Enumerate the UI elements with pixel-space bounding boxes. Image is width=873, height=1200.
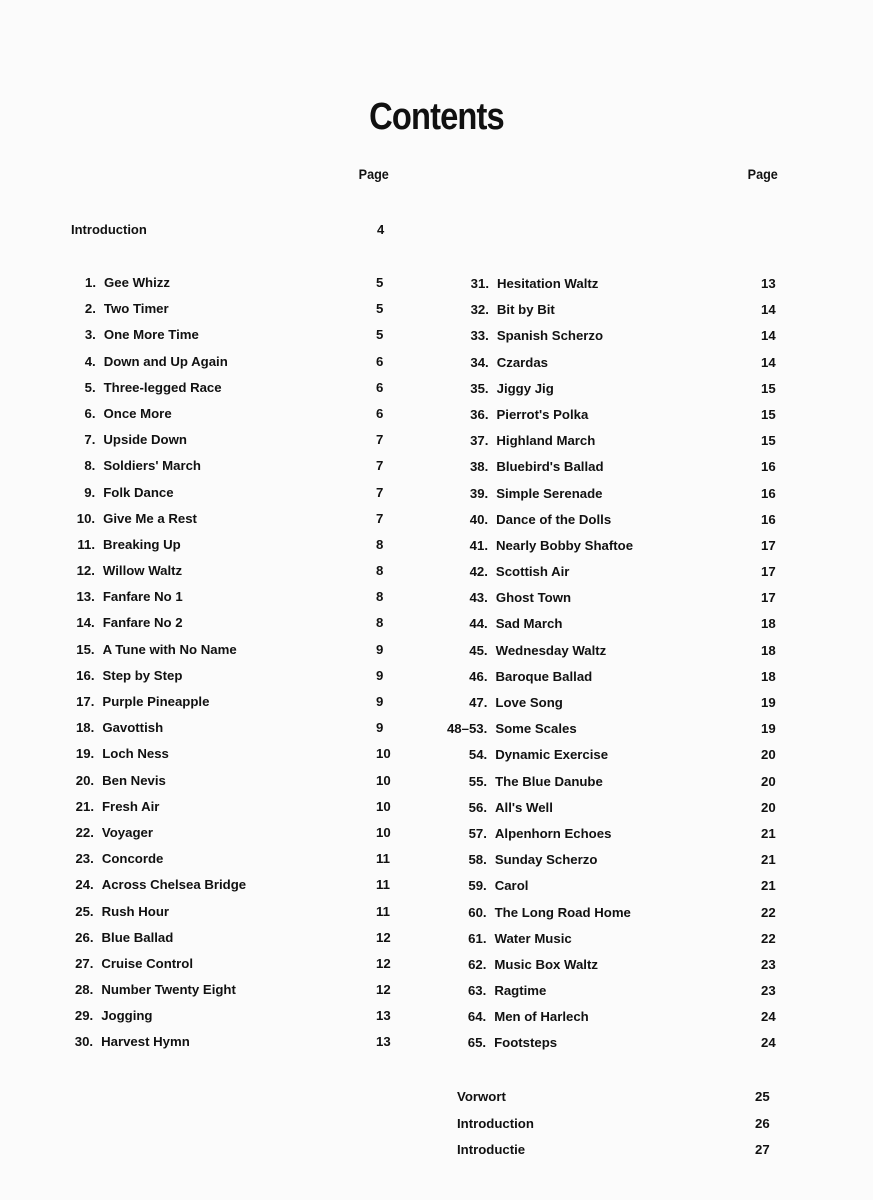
- entry-number: 38.: [469, 459, 489, 475]
- entry-number: 18.: [75, 720, 95, 736]
- entry-page: 11: [376, 903, 390, 919]
- toc-entry: [84, 432, 393, 458]
- entry-number: 45.: [469, 642, 488, 658]
- toc-entry: [76, 563, 393, 589]
- entry-title: Baroque Ballad: [495, 668, 593, 684]
- entry-number: 37.: [470, 433, 489, 449]
- entry-title: Across Chelsea Bridge: [101, 877, 247, 893]
- entry-title: Once More: [103, 405, 172, 421]
- toc-entry: [468, 825, 785, 852]
- toc-entry: [468, 852, 785, 878]
- entry-title: Some Scales: [495, 721, 577, 737]
- toc-entry: [76, 589, 393, 615]
- toc-entry: [468, 930, 785, 957]
- toc-entry: [468, 773, 785, 800]
- entry-page: 16: [761, 485, 776, 501]
- entry-page: 5: [376, 327, 384, 343]
- page-column-header-right: Page: [747, 166, 778, 182]
- entry-title: The Long Road Home: [494, 904, 631, 920]
- entry-title: Simple Serenade: [496, 485, 603, 501]
- entry-page: 7: [376, 458, 384, 474]
- entry-number: 3.: [84, 327, 96, 343]
- entry-title: Upside Down: [103, 432, 187, 448]
- entry-title: Cruise Control: [101, 955, 193, 971]
- entry-title: Water Music: [494, 930, 572, 946]
- entry-title: Men of Harlech: [494, 1009, 589, 1025]
- entry-page: 7: [376, 510, 384, 526]
- entry-page: 21: [761, 878, 776, 894]
- entry-number: 44.: [469, 616, 488, 632]
- toc-entry: [84, 301, 394, 327]
- entry-number: 26.: [75, 929, 94, 945]
- toc-entry: [75, 877, 392, 903]
- entry-number: 62.: [468, 956, 487, 972]
- entry-number: 4.: [84, 353, 96, 369]
- entry-number: 61.: [468, 930, 487, 946]
- toc-entry: [76, 694, 392, 720]
- entry-number: 56.: [468, 799, 487, 815]
- entry-title: Fresh Air: [102, 798, 160, 814]
- entry-page: 18: [761, 616, 776, 632]
- entry-title: Highland March: [496, 433, 596, 449]
- entry-page: 6: [376, 353, 384, 369]
- entry-page: 8: [376, 563, 384, 579]
- entry-number: 35.: [470, 380, 489, 396]
- entry-number: 48–53.: [446, 721, 488, 737]
- entry-number: 21.: [75, 798, 94, 814]
- entry-page: 8: [376, 589, 384, 605]
- entry-number: 5.: [84, 379, 96, 395]
- entry-number: 60.: [468, 904, 487, 920]
- entry-number: 59.: [468, 878, 487, 894]
- entry-page: 17: [761, 590, 776, 606]
- entry-number: 30.: [74, 1034, 94, 1050]
- entry-number: 58.: [468, 852, 487, 868]
- entry-title: Loch Ness: [102, 746, 169, 762]
- entry-title: Wednesday Waltz: [495, 642, 607, 658]
- entry-title: Fanfare No 1: [102, 589, 183, 605]
- entry-number: 9.: [84, 484, 96, 500]
- entry-page: 21: [761, 852, 776, 868]
- entry-number: 6.: [84, 405, 96, 421]
- toc-entry: [468, 799, 785, 826]
- entry-title: The Blue Danube: [495, 773, 603, 789]
- entry-page: 18: [761, 668, 776, 684]
- entry-title: Vorwort: [457, 1089, 506, 1104]
- entry-title: Czardas: [496, 354, 549, 370]
- toc-entry: [469, 668, 786, 695]
- intro-label: Introduction: [71, 222, 147, 237]
- entry-title: One More Time: [103, 327, 199, 343]
- entry-title: Ghost Town: [495, 590, 572, 606]
- entry-page: 12: [376, 929, 391, 945]
- entry-number: 64.: [467, 1009, 487, 1025]
- entry-number: 24.: [75, 877, 94, 893]
- entry-title: Rush Hour: [101, 903, 170, 919]
- entry-title: Gee Whizz: [104, 275, 170, 290]
- entry-number: 27.: [75, 955, 94, 971]
- entry-title: Ben Nevis: [102, 772, 166, 788]
- toc-entry: [470, 354, 787, 381]
- entry-page: 18: [761, 642, 776, 658]
- entry-title: Voyager: [101, 824, 153, 840]
- entry-page: 15: [761, 433, 776, 449]
- entry-title: Dynamic Exercise: [495, 747, 609, 763]
- entry-page: 20: [761, 747, 776, 763]
- entry-number: 40.: [469, 511, 489, 527]
- toc-entry: [75, 955, 391, 982]
- entry-title: Sad March: [495, 616, 563, 632]
- entry-number: 63.: [467, 983, 487, 999]
- entry-number: 36.: [470, 406, 489, 422]
- entry-title: Number Twenty Eight: [101, 982, 236, 998]
- entry-page: 15: [761, 406, 776, 422]
- entry-title: Bit by Bit: [496, 302, 555, 318]
- toc-entry: [469, 485, 786, 512]
- entry-number: 33.: [470, 328, 489, 344]
- toc-entry: [74, 982, 391, 1008]
- entry-title: Footsteps: [494, 1035, 558, 1051]
- entry-page: 19: [761, 721, 776, 737]
- entry-page: 16: [761, 459, 776, 475]
- entry-number: 41.: [469, 537, 488, 553]
- toc-entry: [77, 536, 393, 563]
- entry-number: 57.: [468, 825, 487, 841]
- entry-number: 39.: [469, 485, 489, 501]
- entry-title: Down and Up Again: [103, 353, 228, 369]
- toc-entry: [467, 1009, 784, 1035]
- entry-number: 1.: [85, 275, 96, 290]
- toc-entry: [468, 747, 785, 773]
- entry-page: 7: [376, 432, 384, 448]
- toc-entry: [75, 903, 392, 930]
- toc-entry: [470, 433, 786, 459]
- entry-number: 47.: [469, 695, 488, 710]
- extra-entry: [457, 1116, 777, 1143]
- toc-entry: [84, 458, 393, 484]
- entry-page: 9: [376, 667, 384, 683]
- toc-entry: [469, 695, 785, 721]
- entry-page: 9: [376, 641, 384, 657]
- entry-title: Gavottish: [102, 720, 164, 736]
- entry-title: Introduction: [457, 1115, 534, 1131]
- entry-number: 12.: [76, 563, 95, 579]
- entry-number: 22.: [75, 824, 94, 840]
- entry-number: 42.: [469, 564, 488, 580]
- entry-title: Give Me a Rest: [103, 510, 197, 526]
- entry-number: 8.: [84, 458, 96, 474]
- entry-number: 32.: [470, 302, 489, 318]
- entry-page: 14: [761, 328, 776, 344]
- toc-entry: [75, 772, 392, 799]
- toc-entry: [76, 667, 393, 694]
- toc-entry: [469, 642, 786, 669]
- entry-title: Two Timer: [103, 301, 169, 317]
- entry-page: 12: [376, 955, 391, 971]
- entry-page: 22: [761, 904, 776, 920]
- toc-entry: [467, 1035, 784, 1061]
- entry-page: 6: [376, 405, 384, 421]
- intro-page: 4: [377, 222, 385, 237]
- entry-title: Harvest Hymn: [101, 1034, 190, 1050]
- entry-page: 23: [761, 983, 776, 999]
- entry-page: 13: [376, 1034, 391, 1050]
- toc-entry: [469, 537, 786, 564]
- entry-page: 11: [376, 877, 390, 893]
- entry-number: 34.: [470, 354, 489, 370]
- entry-title: Willow Waltz: [102, 563, 183, 579]
- entry-title: Ragtime: [494, 983, 547, 999]
- entry-page: 14: [761, 302, 776, 318]
- entry-title: Sunday Scherzo: [494, 852, 598, 868]
- entry-page: 27: [755, 1142, 770, 1157]
- extra-entry: [457, 1089, 777, 1116]
- extras-list: [457, 1089, 777, 1169]
- entry-page: 17: [761, 537, 776, 553]
- entry-title: Soldiers' March: [103, 458, 201, 474]
- toc-entry: [75, 720, 392, 746]
- toc-entry: [470, 328, 787, 354]
- entry-title: Alpenhorn Echoes: [494, 825, 612, 841]
- entry-title: Nearly Bobby Shaftoe: [496, 537, 634, 553]
- entry-page: 12: [376, 982, 391, 998]
- entry-page: 16: [761, 511, 776, 527]
- entry-title: Blue Ballad: [101, 929, 174, 945]
- entry-page: 20: [761, 773, 776, 789]
- toc-entry: [468, 956, 784, 983]
- entry-page: 22: [761, 930, 776, 946]
- entry-number: 14.: [76, 615, 95, 631]
- toc-entry: [75, 746, 392, 772]
- extra-entry: [457, 1142, 777, 1169]
- toc-entry: [75, 824, 392, 851]
- entry-page: 23: [761, 956, 776, 972]
- toc-entry: [84, 353, 394, 380]
- toc-entry: [75, 798, 392, 825]
- entry-page: 15: [761, 380, 776, 396]
- entry-number: 43.: [469, 590, 488, 606]
- entry-title: Purple Pineapple: [102, 694, 210, 709]
- toc-entry: [85, 275, 394, 301]
- entry-title: Jiggy Jig: [496, 380, 554, 396]
- entry-page: 14: [761, 354, 776, 370]
- entry-page: 8: [376, 615, 384, 631]
- entry-title: All's Well: [495, 799, 553, 815]
- toc-entry: [469, 459, 786, 485]
- entry-number: 15.: [76, 641, 95, 657]
- toc-entry: [467, 983, 784, 1009]
- entry-page: 21: [761, 825, 776, 841]
- entry-title: Concorde: [101, 851, 164, 867]
- entry-page: 13: [376, 1008, 391, 1024]
- toc-entry: [469, 511, 786, 538]
- toc-entry: [76, 641, 393, 668]
- page-title: Contents: [369, 96, 504, 138]
- entry-number: 7.: [84, 432, 96, 448]
- entry-page: 20: [761, 799, 776, 815]
- toc-entry: [468, 878, 785, 904]
- entry-page: 24: [761, 1035, 776, 1051]
- entry-page: 17: [761, 564, 776, 580]
- toc-entry: [470, 380, 787, 407]
- toc-entry: [470, 276, 787, 302]
- toc-entry: [84, 484, 393, 511]
- entry-title: Music Box Waltz: [494, 956, 598, 972]
- toc-entry: [84, 327, 394, 353]
- toc-entry: [469, 616, 786, 642]
- entry-number: 65.: [467, 1035, 487, 1051]
- left-contents-column: [74, 275, 394, 1061]
- toc-entry: [75, 851, 392, 877]
- entry-title: Hesitation Waltz: [497, 276, 599, 291]
- entry-title: Breaking Up: [103, 536, 181, 552]
- entry-number: 55.: [468, 773, 488, 789]
- entry-number: 16.: [76, 667, 95, 683]
- entry-number: 29.: [74, 1008, 94, 1024]
- entry-page: 11: [376, 851, 390, 867]
- toc-entry: [84, 379, 394, 406]
- toc-entry: [74, 1034, 391, 1060]
- entry-page: 10: [376, 772, 391, 788]
- entry-page: 9: [376, 694, 384, 709]
- entry-page: 5: [376, 301, 384, 317]
- entry-title: Scottish Air: [495, 564, 570, 580]
- entry-title: Bluebird's Ballad: [496, 459, 604, 475]
- page-column-header-left: Page: [358, 166, 389, 182]
- entry-title: Three-legged Race: [103, 379, 222, 395]
- entry-title: Folk Dance: [103, 484, 174, 500]
- toc-entry: [84, 405, 394, 432]
- entry-number: 54.: [468, 747, 488, 763]
- entry-page: 24: [761, 1009, 776, 1025]
- toc-entry: [75, 929, 392, 956]
- entry-number: 11.: [77, 536, 95, 552]
- entry-page: 25: [755, 1089, 770, 1104]
- toc-entry: [76, 615, 393, 641]
- toc-entry: [468, 904, 785, 931]
- toc-entry: [470, 302, 787, 328]
- entry-number: 19.: [75, 746, 95, 762]
- entry-number: 31.: [470, 276, 489, 291]
- entry-page: 10: [376, 824, 391, 840]
- entry-number: 2.: [84, 301, 96, 317]
- entry-page: 6: [376, 379, 384, 395]
- entry-page: 7: [376, 484, 384, 500]
- entry-title: Step by Step: [102, 667, 183, 683]
- entry-title: Fanfare No 2: [102, 615, 183, 631]
- entry-title: Love Song: [495, 695, 563, 710]
- entry-page: 10: [376, 746, 391, 762]
- toc-entry: [470, 406, 787, 433]
- entry-number: 17.: [76, 694, 95, 709]
- entry-page: 8: [376, 536, 384, 552]
- entry-title: Pierrot's Polka: [496, 406, 589, 422]
- entry-page: 26: [755, 1115, 770, 1131]
- toc-entry: [76, 510, 393, 537]
- entry-number: 28.: [74, 982, 94, 998]
- entry-title: Spanish Scherzo: [496, 328, 604, 344]
- entry-page: 19: [761, 695, 776, 710]
- entry-title: Jogging: [101, 1008, 153, 1024]
- entry-title: A Tune with No Name: [102, 641, 237, 657]
- entry-title: Dance of the Dolls: [496, 511, 612, 527]
- entry-title: Carol: [494, 878, 529, 894]
- toc-entry: [469, 590, 786, 616]
- toc-entry: [446, 721, 785, 747]
- entry-number: 46.: [469, 668, 488, 684]
- intro-entry: [71, 222, 391, 237]
- entry-title: Introductie: [457, 1142, 526, 1157]
- entry-number: 10.: [76, 510, 96, 526]
- entry-page: 5: [376, 275, 384, 290]
- toc-entry: [74, 1008, 391, 1034]
- entry-number: 13.: [76, 589, 95, 605]
- entry-number: 25.: [75, 903, 94, 919]
- entry-number: 20.: [75, 772, 95, 788]
- entry-page: 13: [761, 276, 776, 291]
- entry-page: 10: [376, 798, 391, 814]
- toc-entry: [469, 564, 786, 590]
- entry-page: 9: [376, 720, 384, 736]
- entry-number: 23.: [75, 851, 94, 867]
- right-contents-column: [446, 276, 787, 1062]
